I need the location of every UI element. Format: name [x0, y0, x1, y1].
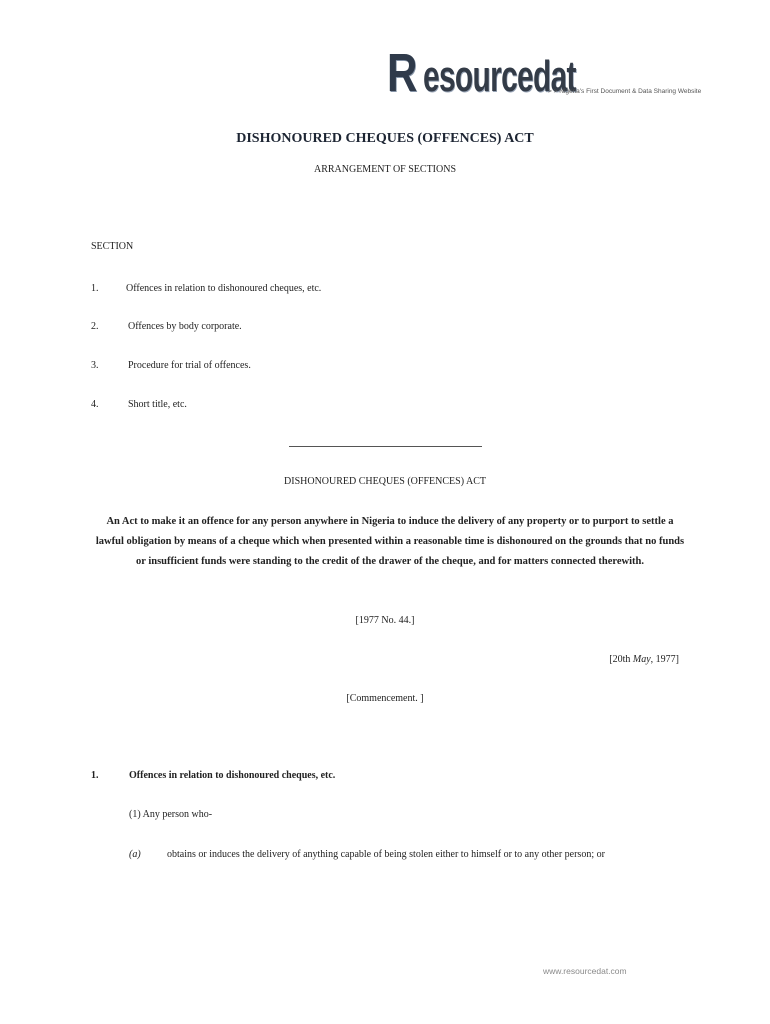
act-long-title: An Act to make it an offence for any person anywhere in Nigeria to induce the delivery of any property or to purport to settle a lawful obligation by means of a cheque which when presented within a reasonable time is dishonoured on the grounds that no funds or insufficient funds were standing to the credit of the drawer of the cheque, and for matters connected therewith. [95, 516, 685, 567]
toc-item [91, 360, 251, 371]
toc-number: 2. [91, 321, 99, 332]
toc-item [91, 321, 242, 332]
toc-item [91, 283, 321, 294]
footer-url-link[interactable]: www.resourcedat.com [543, 966, 627, 976]
paragraph-a [129, 849, 605, 860]
toc-text: Short title, etc. [128, 399, 187, 410]
toc-number: 4. [91, 399, 99, 410]
toc-text: Offences in relation to dishonoured cheques, etc. [126, 283, 322, 294]
document-title: DISHONOURED CHEQUES (OFFENCES) ACT [236, 131, 534, 146]
section-heading-text: Offences in relation to dishonoured cheques, etc. [129, 770, 336, 781]
section-1-heading [91, 770, 335, 781]
date-suffix: , 1977] [650, 654, 679, 665]
subsection-1: (1) Any person who- [129, 809, 213, 820]
date-month: May [632, 654, 651, 665]
site-tagline: > > Nigeria's First Document & Data Sharing Website [548, 88, 702, 95]
logo-rest: esourcedat [423, 52, 576, 101]
paragraph-text: obtains or induces the delivery of anything capable of being stolen either to himself or to any other person; or [167, 849, 605, 860]
divider-line [289, 446, 482, 447]
section-number: 1. [91, 770, 99, 781]
document-subtitle: ARRANGEMENT OF SECTIONS [313, 164, 457, 175]
toc-number: 1. [91, 283, 99, 294]
section-label: SECTION [91, 241, 134, 252]
act-title: DISHONOURED CHEQUES (OFFENCES) ACT [284, 476, 486, 487]
toc-item [91, 399, 187, 410]
paragraph-mark: (a) [129, 849, 141, 860]
commencement-note: [Commencement. ] [346, 693, 424, 704]
toc-text: Offences by body corporate. [128, 321, 242, 332]
act-citation: [1977 No. 44.] [355, 615, 415, 626]
toc-number: 3. [91, 360, 99, 371]
logo-initial: R [387, 43, 418, 103]
date-prefix: [20th [609, 654, 633, 665]
act-date [609, 654, 679, 665]
toc-text: Procedure for trial of offences. [128, 360, 251, 371]
